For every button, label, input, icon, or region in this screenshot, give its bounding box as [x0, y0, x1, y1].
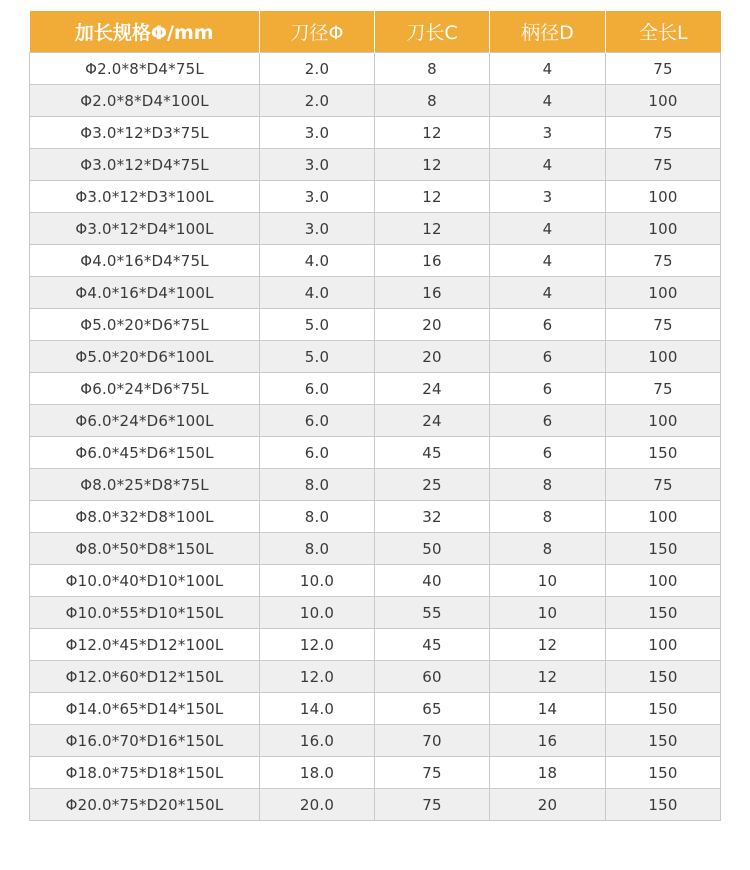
cell-overall-length: 100: [606, 405, 721, 437]
cell-cutter-diameter: 16.0: [260, 725, 375, 757]
cell-spec: Φ8.0*25*D8*75L: [30, 469, 260, 501]
cell-overall-length: 75: [606, 469, 721, 501]
cell-spec: Φ4.0*16*D4*100L: [30, 277, 260, 309]
table-row: [30, 597, 721, 629]
table-row: [30, 629, 721, 661]
cell-overall-length: 100: [606, 565, 721, 597]
cell-overall-length: 100: [606, 629, 721, 661]
table-row: [30, 469, 721, 501]
cell-spec: Φ18.0*75*D18*150L: [30, 757, 260, 789]
table-row: [30, 661, 721, 693]
table-body: [30, 53, 721, 821]
cell-spec: Φ2.0*8*D4*75L: [30, 53, 260, 85]
cell-shank-diameter: 4: [490, 245, 606, 277]
header-overall-length: 全长L: [606, 11, 721, 53]
cell-overall-length: 75: [606, 245, 721, 277]
cell-cutter-diameter: 6.0: [260, 405, 375, 437]
cell-cutter-length: 45: [375, 437, 490, 469]
cell-overall-length: 150: [606, 661, 721, 693]
cell-spec: Φ2.0*8*D4*100L: [30, 85, 260, 117]
cell-cutter-length: 24: [375, 405, 490, 437]
table-row: [30, 501, 721, 533]
table-row: [30, 181, 721, 213]
table-row: [30, 373, 721, 405]
cell-spec: Φ6.0*24*D6*100L: [30, 405, 260, 437]
cell-cutter-length: 12: [375, 117, 490, 149]
cell-cutter-length: 20: [375, 309, 490, 341]
cell-cutter-diameter: 2.0: [260, 53, 375, 85]
cell-cutter-length: 12: [375, 149, 490, 181]
cell-cutter-diameter: 3.0: [260, 149, 375, 181]
cell-overall-length: 75: [606, 53, 721, 85]
cell-cutter-length: 75: [375, 789, 490, 821]
cell-shank-diameter: 4: [490, 213, 606, 245]
cell-spec: Φ14.0*65*D14*150L: [30, 693, 260, 725]
cell-shank-diameter: 6: [490, 405, 606, 437]
cell-shank-diameter: 6: [490, 309, 606, 341]
cell-shank-diameter: 20: [490, 789, 606, 821]
cell-spec: Φ10.0*55*D10*150L: [30, 597, 260, 629]
table-row: [30, 213, 721, 245]
cell-overall-length: 100: [606, 341, 721, 373]
cell-cutter-length: 65: [375, 693, 490, 725]
cell-shank-diameter: 3: [490, 117, 606, 149]
cell-cutter-diameter: 5.0: [260, 341, 375, 373]
cell-shank-diameter: 18: [490, 757, 606, 789]
cell-shank-diameter: 6: [490, 437, 606, 469]
cell-shank-diameter: 8: [490, 533, 606, 565]
cell-cutter-length: 8: [375, 53, 490, 85]
cell-shank-diameter: 4: [490, 149, 606, 181]
cell-cutter-length: 60: [375, 661, 490, 693]
cell-shank-diameter: 8: [490, 469, 606, 501]
cell-overall-length: 150: [606, 693, 721, 725]
cell-cutter-length: 20: [375, 341, 490, 373]
cell-overall-length: 75: [606, 309, 721, 341]
cell-cutter-diameter: 20.0: [260, 789, 375, 821]
cell-cutter-diameter: 12.0: [260, 629, 375, 661]
table-row: [30, 757, 721, 789]
header-shank-diameter: 柄径D: [490, 11, 606, 53]
cell-overall-length: 75: [606, 117, 721, 149]
cell-overall-length: 100: [606, 213, 721, 245]
cell-spec: Φ4.0*16*D4*75L: [30, 245, 260, 277]
cell-shank-diameter: 16: [490, 725, 606, 757]
cell-overall-length: 150: [606, 597, 721, 629]
cell-overall-length: 100: [606, 501, 721, 533]
cell-cutter-length: 8: [375, 85, 490, 117]
cell-overall-length: 100: [606, 181, 721, 213]
table-row: [30, 277, 721, 309]
table-row: [30, 789, 721, 821]
cell-cutter-length: 16: [375, 245, 490, 277]
cell-cutter-length: 45: [375, 629, 490, 661]
cell-cutter-length: 16: [375, 277, 490, 309]
cell-cutter-diameter: 6.0: [260, 373, 375, 405]
cell-cutter-length: 24: [375, 373, 490, 405]
header-cutter-length: 刀长C: [375, 11, 490, 53]
cell-overall-length: 100: [606, 277, 721, 309]
cell-shank-diameter: 6: [490, 341, 606, 373]
cell-cutter-length: 32: [375, 501, 490, 533]
cell-overall-length: 150: [606, 725, 721, 757]
table-row: [30, 725, 721, 757]
cell-spec: Φ6.0*45*D6*150L: [30, 437, 260, 469]
cell-spec: Φ8.0*32*D8*100L: [30, 501, 260, 533]
cell-cutter-diameter: 5.0: [260, 309, 375, 341]
cell-shank-diameter: 6: [490, 373, 606, 405]
cell-overall-length: 75: [606, 149, 721, 181]
cell-cutter-length: 55: [375, 597, 490, 629]
table-row: [30, 405, 721, 437]
table-header: [30, 11, 721, 53]
cell-cutter-diameter: 8.0: [260, 501, 375, 533]
cell-cutter-diameter: 10.0: [260, 565, 375, 597]
cell-spec: Φ5.0*20*D6*100L: [30, 341, 260, 373]
cell-overall-length: 150: [606, 533, 721, 565]
cell-overall-length: 150: [606, 437, 721, 469]
table-row: [30, 533, 721, 565]
cell-cutter-diameter: 12.0: [260, 661, 375, 693]
cell-cutter-length: 50: [375, 533, 490, 565]
cell-cutter-length: 12: [375, 213, 490, 245]
cell-cutter-diameter: 3.0: [260, 181, 375, 213]
table-row: [30, 341, 721, 373]
spec-table: [29, 11, 721, 821]
cell-cutter-length: 40: [375, 565, 490, 597]
cell-cutter-diameter: 18.0: [260, 757, 375, 789]
cell-spec: Φ8.0*50*D8*150L: [30, 533, 260, 565]
cell-shank-diameter: 12: [490, 629, 606, 661]
cell-shank-diameter: 4: [490, 277, 606, 309]
cell-cutter-diameter: 8.0: [260, 469, 375, 501]
table-row: [30, 149, 721, 181]
header-row: [30, 11, 721, 53]
header-cutter-diameter: 刀径Φ: [260, 11, 375, 53]
table-row: [30, 309, 721, 341]
cell-cutter-length: 75: [375, 757, 490, 789]
cell-overall-length: 100: [606, 85, 721, 117]
cell-spec: Φ20.0*75*D20*150L: [30, 789, 260, 821]
cell-cutter-diameter: 2.0: [260, 85, 375, 117]
cell-spec: Φ12.0*60*D12*150L: [30, 661, 260, 693]
cell-shank-diameter: 4: [490, 85, 606, 117]
cell-cutter-diameter: 4.0: [260, 245, 375, 277]
cell-spec: Φ3.0*12*D3*100L: [30, 181, 260, 213]
cell-spec: Φ3.0*12*D4*100L: [30, 213, 260, 245]
cell-cutter-diameter: 10.0: [260, 597, 375, 629]
table-row: [30, 53, 721, 85]
cell-shank-diameter: 3: [490, 181, 606, 213]
cell-cutter-diameter: 4.0: [260, 277, 375, 309]
cell-spec: Φ3.0*12*D3*75L: [30, 117, 260, 149]
cell-shank-diameter: 14: [490, 693, 606, 725]
table-row: [30, 245, 721, 277]
table-row: [30, 437, 721, 469]
cell-overall-length: 75: [606, 373, 721, 405]
cell-shank-diameter: 10: [490, 597, 606, 629]
cell-cutter-length: 70: [375, 725, 490, 757]
cell-overall-length: 150: [606, 757, 721, 789]
cell-shank-diameter: 4: [490, 53, 606, 85]
cell-shank-diameter: 10: [490, 565, 606, 597]
cell-spec: Φ12.0*45*D12*100L: [30, 629, 260, 661]
cell-cutter-diameter: 3.0: [260, 117, 375, 149]
header-spec: 加长规格Φ/mm: [30, 11, 260, 53]
table-row: [30, 565, 721, 597]
cell-cutter-diameter: 8.0: [260, 533, 375, 565]
cell-cutter-diameter: 14.0: [260, 693, 375, 725]
cell-cutter-diameter: 6.0: [260, 437, 375, 469]
cell-spec: Φ6.0*24*D6*75L: [30, 373, 260, 405]
cell-spec: Φ5.0*20*D6*75L: [30, 309, 260, 341]
cell-spec: Φ16.0*70*D16*150L: [30, 725, 260, 757]
cell-spec: Φ10.0*40*D10*100L: [30, 565, 260, 597]
table-row: [30, 693, 721, 725]
cell-cutter-length: 25: [375, 469, 490, 501]
cell-overall-length: 150: [606, 789, 721, 821]
cell-cutter-length: 12: [375, 181, 490, 213]
cell-shank-diameter: 8: [490, 501, 606, 533]
cell-cutter-diameter: 3.0: [260, 213, 375, 245]
cell-spec: Φ3.0*12*D4*75L: [30, 149, 260, 181]
table-row: [30, 85, 721, 117]
table-row: [30, 117, 721, 149]
cell-shank-diameter: 12: [490, 661, 606, 693]
